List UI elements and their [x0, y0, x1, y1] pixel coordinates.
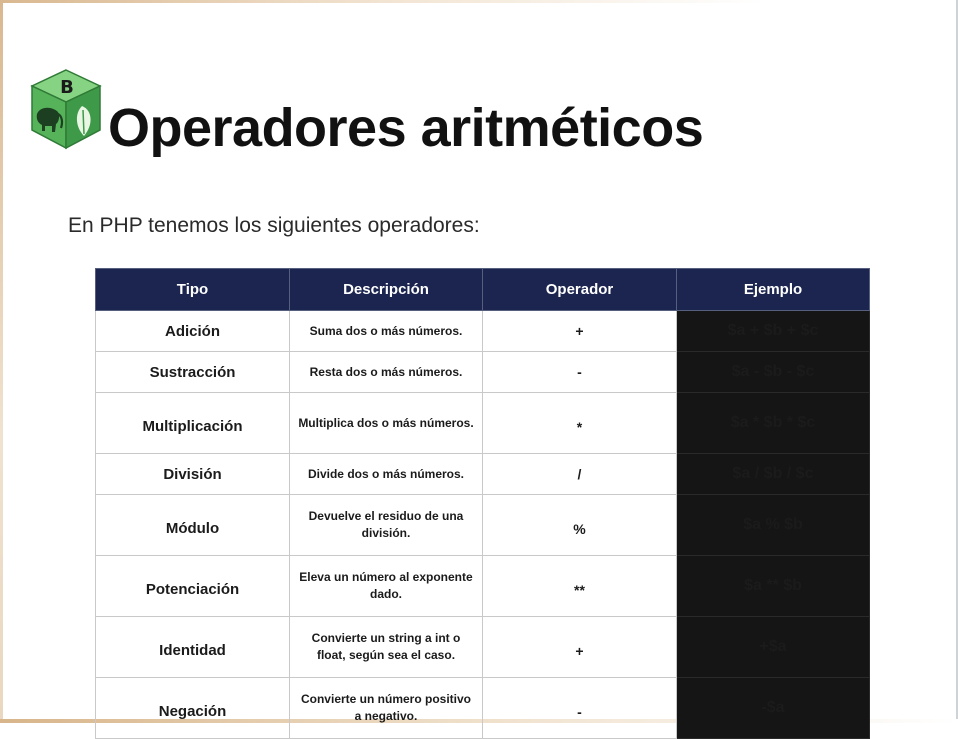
- frame-left-border: [0, 0, 3, 723]
- table-row: [96, 678, 870, 739]
- logo-letter: B: [60, 77, 74, 98]
- page-subtitle: En PHP tenemos los siguientes operadores:: [68, 214, 480, 237]
- cell-ejemplo: -$a: [677, 678, 870, 739]
- cell-operador: **: [483, 556, 677, 617]
- cell-descripcion: Multiplica dos o más números.: [290, 393, 483, 454]
- cell-ejemplo: $a - $b - $c: [677, 352, 870, 393]
- cell-descripcion: Eleva un número al exponente dado.: [290, 556, 483, 617]
- page-title: Operadores aritméticos: [108, 98, 704, 158]
- cell-descripcion: Resta dos o más números.: [290, 352, 483, 393]
- cell-tipo: Multiplicación: [96, 393, 290, 454]
- cell-ejemplo: $a / $b / $c: [677, 454, 870, 495]
- cell-ejemplo: $a % $b: [677, 495, 870, 556]
- cell-operador: -: [483, 678, 677, 739]
- table-row: [96, 311, 870, 352]
- header-descripcion: Descripción: [290, 269, 483, 311]
- cell-tipo: Sustracción: [96, 352, 290, 393]
- logo-cube-icon: [28, 68, 104, 152]
- cell-descripcion: Suma dos o más números.: [290, 311, 483, 352]
- cell-operador: -: [483, 352, 677, 393]
- cell-operador: +: [483, 311, 677, 352]
- cell-descripcion: Convierte un número positivo a negativo.: [290, 678, 483, 739]
- cell-ejemplo: $a ** $b: [677, 556, 870, 617]
- table-row: [96, 556, 870, 617]
- operators-table: [95, 268, 870, 739]
- cell-descripcion: Devuelve el residuo de una división.: [290, 495, 483, 556]
- cell-tipo: Identidad: [96, 617, 290, 678]
- cell-ejemplo: $a * $b * $c: [677, 393, 870, 454]
- cell-operador: *: [483, 393, 677, 454]
- header-operador: Operador: [483, 269, 677, 311]
- table-header-row: [96, 269, 870, 311]
- table-row: [96, 495, 870, 556]
- cell-operador: %: [483, 495, 677, 556]
- cell-ejemplo: $a + $b + $c: [677, 311, 870, 352]
- header-ejemplo: Ejemplo: [677, 269, 870, 311]
- header-tipo: Tipo: [96, 269, 290, 311]
- cell-tipo: División: [96, 454, 290, 495]
- table-row: [96, 617, 870, 678]
- cell-descripcion: Convierte un string a int o float, según sea el caso.: [290, 617, 483, 678]
- frame-top-border: [0, 0, 958, 3]
- cell-ejemplo: +$a: [677, 617, 870, 678]
- cell-tipo: Potenciación: [96, 556, 290, 617]
- cell-tipo: Adición: [96, 311, 290, 352]
- cell-descripcion: Divide dos o más números.: [290, 454, 483, 495]
- cell-operador: /: [483, 454, 677, 495]
- table-row: [96, 352, 870, 393]
- cell-tipo: Negación: [96, 678, 290, 739]
- cell-operador: +: [483, 617, 677, 678]
- table-row: [96, 454, 870, 495]
- table-row: [96, 393, 870, 454]
- cell-tipo: Módulo: [96, 495, 290, 556]
